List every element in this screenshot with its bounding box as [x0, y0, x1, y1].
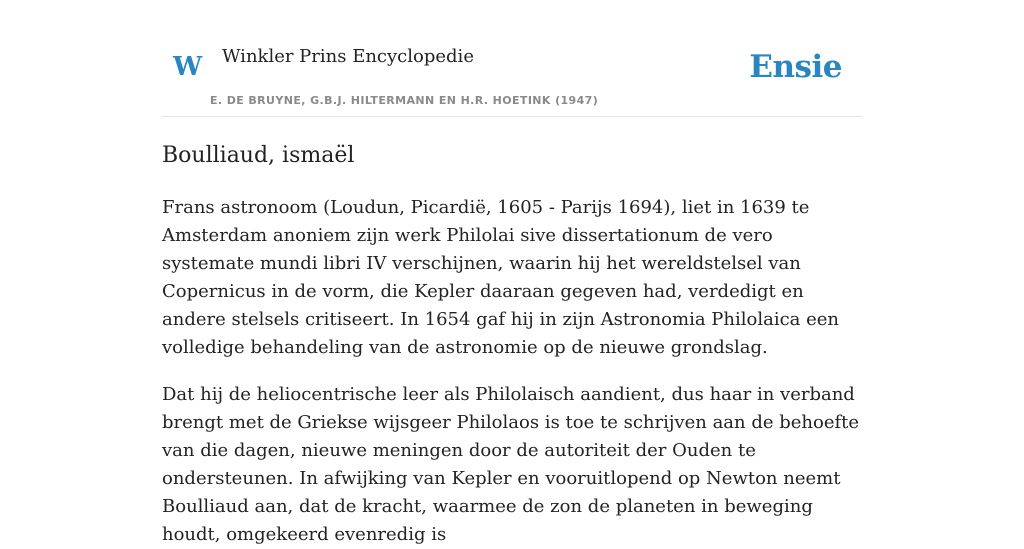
entry-title: Boulliaud, ismaël	[162, 143, 355, 168]
book-authors: E. DE BRUYNE, G.B.J. HILTERMANN EN H.R. HOETINK (1947)	[210, 94, 599, 107]
header	[162, 0, 862, 117]
article-paragraph: Dat hij de heliocentrische leer als Philolaisch aandient, dus haar in verband brengt met de Griekse wijsgeer Philolaos is toe te schrijven aan de behoefte van die dagen, nieuwe meningen door de autoriteit der Ouden te ondersteunen. In afwijking van Kepler en vooruitlopend op Newton neemt Boulliaud aan, dat de kracht, waarmee de zon de planeten in beweging houdt, omgekeerd evenredig is	[162, 384, 860, 545]
article	[162, 142, 862, 549]
book-title[interactable]: Winkler Prins Encyclopedie	[222, 46, 474, 67]
winkler-prins-logo[interactable]: W	[173, 52, 202, 82]
ensie-logo[interactable]: Ensie	[749, 49, 842, 85]
article-paragraph: Frans astronoom (Loudun, Picardië, 1605 - Parijs 1694), liet in 1639 te Amsterdam anoniem zijn werk Philolai sive dissertationum de vero systemate mundi libri IV verschijnen, waarin hij het wereldstelsel van Copernicus in de vorm, die Kepler daaraan gegeven had, verdedigt en andere stelsels critiseert. In 1654 gaf hij in zijn Astronomia Philolaica een volledige behandeling van de astronomie op de nieuwe grondslag.	[162, 197, 840, 358]
page	[162, 0, 862, 545]
